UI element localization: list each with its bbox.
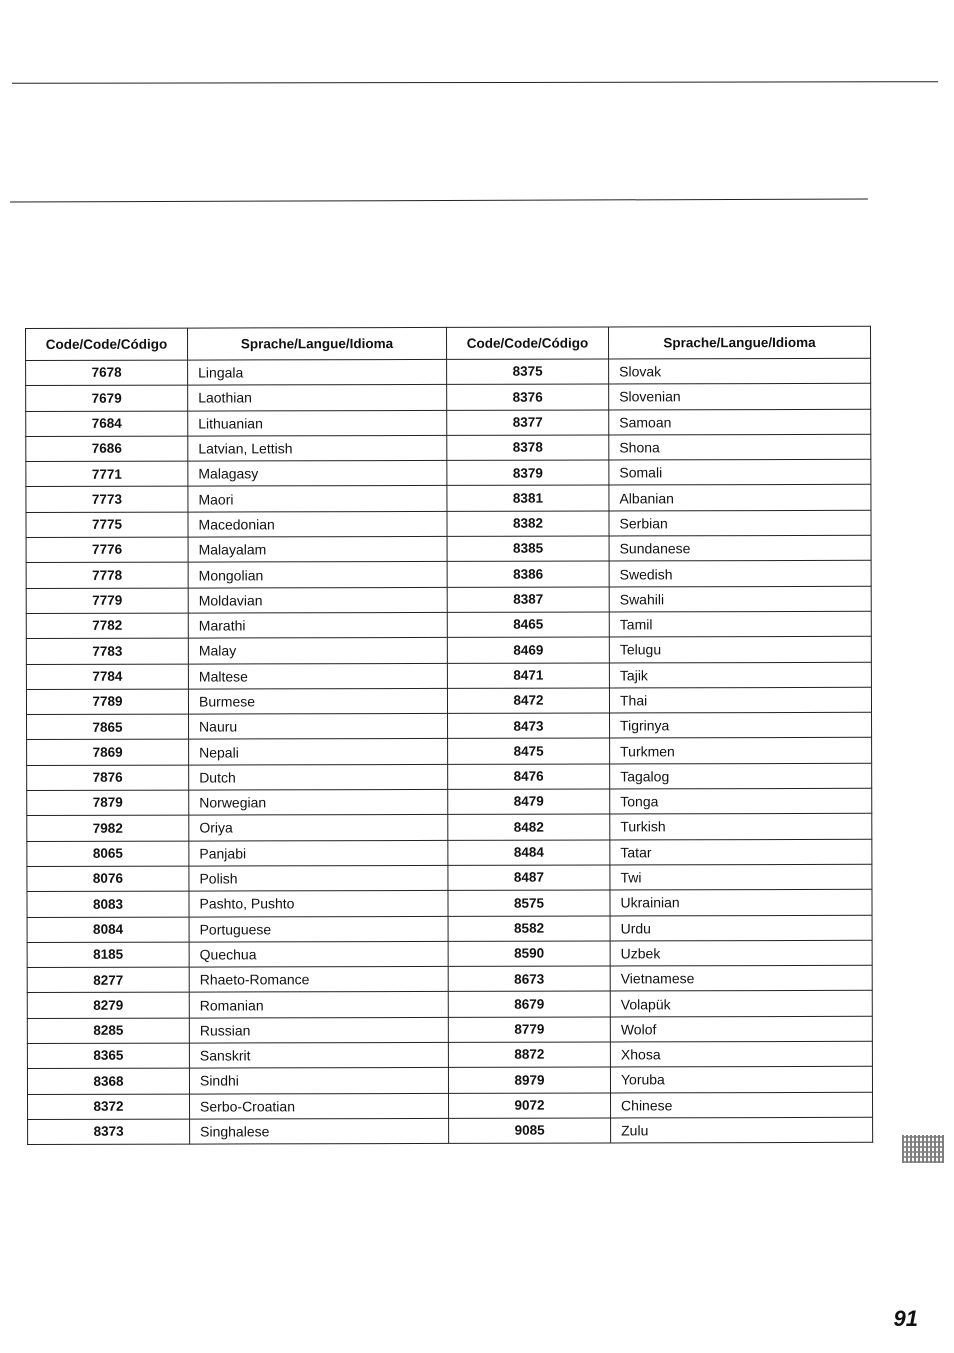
table-row	[28, 1092, 873, 1120]
right-code: 8381	[447, 485, 609, 511]
edge-index-tab	[902, 1135, 944, 1163]
left-code: 7783	[26, 638, 188, 664]
left-language: Polish	[189, 865, 448, 891]
left-language: Maltese	[188, 663, 447, 689]
table-row	[26, 459, 871, 487]
right-language: Wolof	[610, 1016, 872, 1042]
right-code: 8673	[448, 966, 610, 992]
left-code: 8084	[27, 917, 189, 943]
left-code: 8083	[27, 891, 189, 917]
right-code: 8482	[448, 814, 610, 840]
left-code: 7684	[26, 411, 188, 437]
left-code: 7876	[27, 765, 189, 791]
left-code: 8185	[27, 942, 189, 968]
left-code: 8373	[28, 1119, 190, 1145]
right-code: 8475	[448, 738, 610, 764]
left-language: Moldavian	[188, 587, 447, 613]
left-language: Malay	[188, 638, 447, 664]
table-row	[26, 611, 871, 639]
left-language: Russian	[189, 1017, 448, 1043]
left-language: Pashto, Pushto	[189, 891, 448, 917]
right-code: 8378	[447, 435, 609, 461]
table-row	[27, 839, 872, 867]
header-code-right: Code/Code/Código	[446, 327, 608, 359]
left-code: 7784	[26, 664, 188, 690]
right-code: 8472	[447, 688, 609, 714]
table-row	[26, 586, 871, 614]
right-code: 8379	[447, 460, 609, 486]
left-code: 7773	[26, 487, 188, 513]
left-code: 7779	[26, 588, 188, 614]
left-code: 8076	[27, 866, 189, 892]
left-language: Marathi	[188, 612, 447, 638]
left-language: Malayalam	[188, 536, 447, 562]
table-row	[26, 485, 871, 513]
left-language: Romanian	[189, 992, 448, 1018]
table-header-row	[26, 326, 871, 360]
left-code: 7869	[27, 740, 189, 766]
table-row	[27, 991, 872, 1019]
table-row	[26, 358, 871, 386]
right-language: Vietnamese	[610, 965, 872, 991]
left-code: 7679	[26, 385, 188, 411]
right-language: Swahili	[609, 586, 871, 612]
left-code: 7982	[27, 815, 189, 841]
table-row	[26, 384, 871, 412]
table-body	[26, 358, 873, 1144]
left-code: 7678	[26, 360, 188, 386]
left-code: 7771	[26, 461, 188, 487]
left-language: Maori	[188, 486, 447, 512]
right-code: 8484	[448, 840, 610, 866]
right-code: 8575	[448, 890, 610, 916]
right-code: 8779	[448, 1017, 610, 1043]
left-code: 8365	[27, 1043, 189, 1069]
right-code: 8471	[447, 663, 609, 689]
header-language-right: Sprache/Langue/Idioma	[608, 326, 870, 359]
right-code: 8469	[447, 637, 609, 663]
right-code: 8386	[447, 561, 609, 587]
table-row	[27, 1067, 872, 1095]
right-code: 8377	[447, 410, 609, 436]
right-language: Turkish	[610, 814, 872, 840]
left-language: Quechua	[189, 941, 448, 967]
right-language: Volapük	[610, 991, 872, 1017]
left-language: Singhalese	[190, 1118, 449, 1144]
left-language: Lingala	[188, 359, 447, 385]
table-row	[27, 965, 872, 993]
right-code: 8679	[448, 991, 610, 1017]
top-rule	[12, 81, 938, 84]
left-code: 8065	[27, 841, 189, 867]
right-language: Tamil	[609, 611, 871, 637]
table-row	[27, 712, 872, 740]
left-code: 8277	[27, 967, 189, 993]
left-language: Dutch	[189, 764, 448, 790]
right-code: 8590	[448, 941, 610, 967]
left-language: Oriya	[189, 815, 448, 841]
right-language: Tonga	[610, 788, 872, 814]
right-code: 8385	[447, 536, 609, 562]
right-code: 8375	[447, 359, 609, 385]
right-code: 8872	[448, 1042, 610, 1068]
table-row	[26, 662, 871, 690]
right-language: Urdu	[610, 915, 872, 941]
left-code: 7686	[26, 436, 188, 462]
right-language: Turkmen	[610, 738, 872, 764]
table-row	[26, 409, 871, 437]
table-row	[28, 1117, 873, 1145]
table-row	[27, 1016, 872, 1044]
right-language: Tigrinya	[610, 712, 872, 738]
left-code: 7865	[27, 714, 189, 740]
right-language: Tajik	[609, 662, 871, 688]
table-row	[26, 434, 871, 462]
right-language: Tatar	[610, 839, 872, 865]
table-row	[26, 510, 871, 538]
right-language: Zulu	[611, 1117, 873, 1143]
right-language: Xhosa	[610, 1041, 872, 1067]
right-language: Tagalog	[610, 763, 872, 789]
table-row	[26, 687, 871, 715]
right-language: Thai	[609, 687, 871, 713]
right-language: Yoruba	[610, 1067, 872, 1093]
right-language: Swedish	[609, 561, 871, 587]
right-code: 8476	[448, 764, 610, 790]
right-language: Chinese	[611, 1092, 873, 1118]
left-code: 8279	[27, 992, 189, 1018]
table-row	[26, 637, 871, 665]
right-code: 8582	[448, 916, 610, 942]
table-row	[27, 1041, 872, 1069]
page-number: 91	[893, 1306, 918, 1331]
left-code: 8368	[27, 1068, 189, 1094]
right-code: 9085	[449, 1118, 611, 1144]
right-code: 8979	[448, 1067, 610, 1093]
right-code: 8387	[447, 587, 609, 613]
table-row	[27, 940, 872, 968]
left-code: 7775	[26, 512, 188, 538]
left-language: Malagasy	[188, 461, 447, 487]
right-language: Serbian	[609, 510, 871, 536]
left-language: Sanskrit	[189, 1042, 448, 1068]
right-code: 8479	[448, 789, 610, 815]
table-row	[26, 561, 871, 589]
right-language: Twi	[610, 864, 872, 890]
table-row	[26, 535, 871, 563]
left-code: 7776	[26, 537, 188, 563]
left-language: Serbo-Croatian	[190, 1093, 449, 1119]
left-language: Lithuanian	[188, 410, 447, 436]
left-language: Portuguese	[189, 916, 448, 942]
left-code: 8285	[27, 1018, 189, 1044]
left-code: 7879	[27, 790, 189, 816]
header-code-left: Code/Code/Código	[26, 328, 188, 360]
right-language: Albanian	[609, 485, 871, 511]
left-language: Burmese	[188, 688, 447, 714]
right-code: 9072	[449, 1093, 611, 1119]
right-language: Slovenian	[609, 384, 871, 410]
left-language: Laothian	[188, 385, 447, 411]
header-language-left: Sprache/Langue/Idioma	[188, 327, 447, 360]
left-language: Latvian, Lettish	[188, 435, 447, 461]
right-language: Uzbek	[610, 940, 872, 966]
table-row	[27, 738, 872, 766]
right-code: 8487	[448, 865, 610, 891]
left-language: Mongolian	[188, 562, 447, 588]
right-code: 8376	[447, 384, 609, 410]
left-language: Panjabi	[189, 840, 448, 866]
table-row	[27, 915, 872, 943]
right-code: 8465	[447, 612, 609, 638]
left-code: 7782	[26, 613, 188, 639]
table-row	[27, 890, 872, 918]
left-code: 8372	[28, 1094, 190, 1120]
language-code-table	[25, 326, 873, 1145]
second-rule	[10, 199, 868, 203]
table-row	[27, 763, 872, 791]
left-code: 7789	[26, 689, 188, 715]
table-row	[27, 864, 872, 892]
left-language: Macedonian	[188, 511, 447, 537]
left-code: 7778	[26, 562, 188, 588]
left-language: Nauru	[189, 714, 448, 740]
right-language: Slovak	[609, 358, 871, 384]
left-language: Sindhi	[189, 1068, 448, 1094]
right-language: Ukrainian	[610, 890, 872, 916]
table-row	[27, 788, 872, 816]
left-language: Nepali	[189, 739, 448, 765]
left-language: Norwegian	[189, 789, 448, 815]
right-language: Samoan	[609, 409, 871, 435]
right-language: Somali	[609, 459, 871, 485]
right-language: Sundanese	[609, 535, 871, 561]
left-language: Rhaeto-Romance	[189, 967, 448, 993]
right-code: 8473	[448, 713, 610, 739]
right-language: Shona	[609, 434, 871, 460]
right-code: 8382	[447, 511, 609, 537]
right-language: Telugu	[609, 637, 871, 663]
table-row	[27, 814, 872, 842]
